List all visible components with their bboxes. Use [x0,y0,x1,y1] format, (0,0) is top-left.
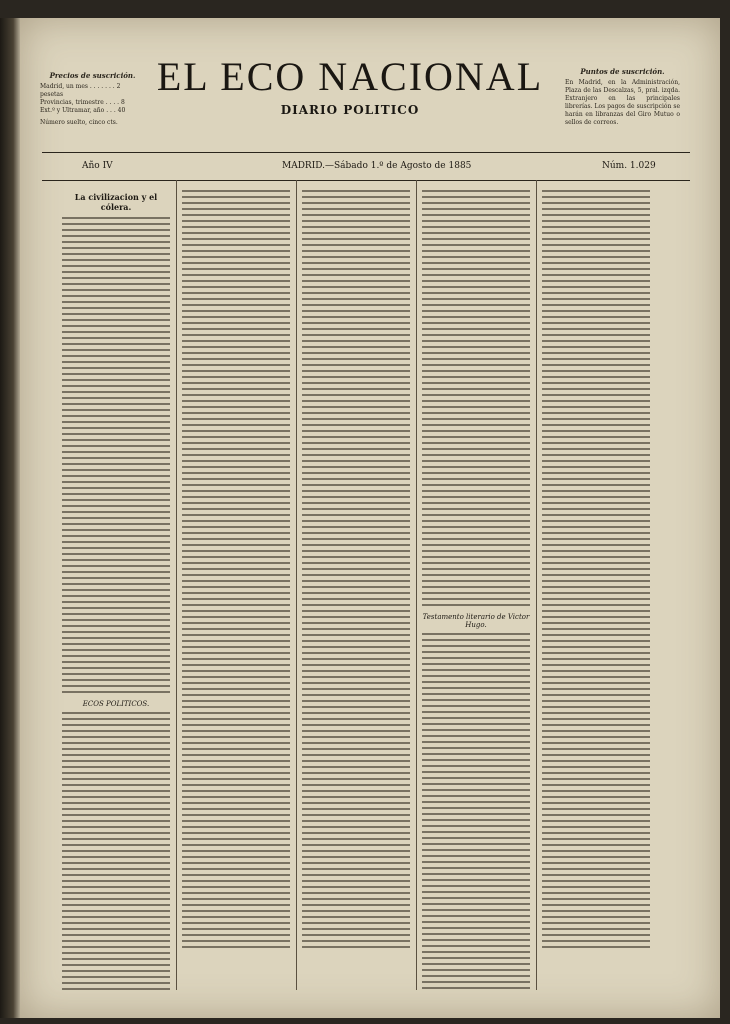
price-line: Madrid, un mes . . . . . . . 2 pesetas [40,83,121,98]
price-line: Provincias, trimestre . . . . 8 [40,99,125,106]
subscription-prices-box [40,72,145,127]
top-rule [42,152,690,153]
column-divider [176,180,177,990]
newspaper-subtitle: DIARIO POLITICO [280,103,420,117]
article-text [62,712,170,990]
article-text [62,217,170,697]
article-text [422,633,530,990]
column-divider [416,180,417,990]
price-line: Ext.º y Ultramar, año . . . 40 [40,107,126,114]
article-text [182,190,290,950]
article-text [302,190,410,950]
points-text: En Madrid, en la Administración, Plaza de las Descalzas, 5, pral. izqda. Extranjero en las principales librerías. Los pagos de suscripción se harán en libranzas del Giro Mutuo o sellos de correos. [565,79,680,126]
column-heading: La civilizacion y el cólera. [74,192,158,212]
text-column-4 [422,190,530,990]
newspaper-title: EL ECO NACIONAL [156,54,544,99]
issue-number: Núm. 1.029 [602,161,656,171]
text-column-1 [62,190,170,990]
article-text [542,190,650,950]
column-divider [296,180,297,990]
masthead [150,55,550,117]
text-column-2 [182,190,290,990]
column-subheading: ECOS POLITICOS. [82,700,150,708]
text-column-5 [542,190,650,990]
price-line: Número suelto, cinco cts. [40,119,118,126]
dateline [42,156,690,176]
text-column-3 [302,190,410,990]
prices-heading: Precios de suscrición. [49,71,136,80]
date-label: MADRID.—Sábado 1.º de Agosto de 1885 [282,161,472,171]
subscription-points-box [565,68,680,127]
bottom-rule [42,180,690,181]
book-spine [0,18,22,1018]
column-subheading: Testamento literario de Victor Hugo. [422,613,530,629]
points-heading: Puntos de suscrición. [580,67,665,76]
column-divider [536,180,537,990]
article-text [422,190,530,610]
year-label: Año IV [82,161,113,171]
